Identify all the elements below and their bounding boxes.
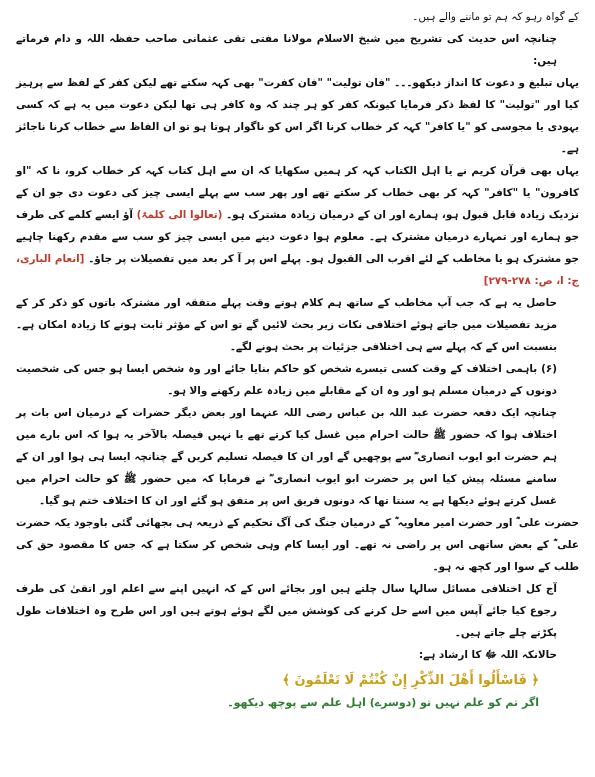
paragraph: (۶) باہمی اختلاف کے وقت کسی تیسرے شخص کو حاکم بنایا جائے اور وہ شخص ایسا ہو جس کی شخصیت دونوں کے درمیان مسلم ہو اور وہ ان کے مقابلے میں زیادہ علم رکھنے والا ہو۔ — [16, 363, 557, 397]
paragraph: حضرت علی ؓ اور حضرت امیر معاویہ ؓ کے درمیان جنگ کی آگ تحکیم کے ذریعہ ہی بجھائی گئی باوجود یکہ حضرت علی ؓ کے بعض ساتھی اس پر راضی نہ تھے۔ اور ایسا کام وہی شخص کر سکتا ہے کہ جس کا مقصود حق کی طلب کے سوا اور کچھ نہ ہو۔ — [16, 517, 579, 573]
quran-reference: (تعالوا الی کلمۃ) — [136, 209, 223, 221]
paragraph: حاصل یہ ہے کہ جب آپ مخاطب کے ساتھ ہم کلام ہوتے وقت پہلے متفقہ اور مشترکہ باتوں کو ذکر کر کے مزید تفصیلات میں جاتے ہوئے اختلافی نکات زیر بحث لائیں گے تو اس کے مؤثر ثابت ہونے کا زیادہ امکان ہے۔ بنسبت اس کے کہ پہلے سے ہی اختلافی جزئیات پر بحث ہونے لگے۔ — [16, 297, 557, 353]
paragraph: چنانچہ اس حدیث کی تشریح میں شیخ الاسلام مولانا مفتی تقی عثمانی صاحب حفظہ اللہ و دام فرماتے ہیں: — [16, 33, 557, 67]
paragraph-text: آؤ ایسے کلمے کی طرف جو ہمارے اور تمہارے درمیان مشترک ہے۔ معلوم ہوا دعوت دینے میں ایسی چیز کو سب سے مقدم رکھنا چاہیے جو مشترک ہو یا مخاطب کے لئے اقرب الی القبول ہو۔ پہلے اس پر آ کر بعد میں تفصیلات پر جاؤ۔ — [16, 209, 579, 265]
paragraph: آج کل اختلافی مسائل سالہا سال چلتے ہیں اور بجائے اس کے کہ انہیں اپنے سے اعلم اور اتقیٰ کی طرف رجوع کیا جائے آپس میں اسے حل کرنے کی کوشش میں لگے ہوئے ہوتے ہیں اور اس طرح وہ اختلافات طول پکڑتے چلے جاتے ہیں۔ — [16, 583, 557, 639]
paragraph-text: یہاں بھی قرآن کریم نے یا اہل الکتاب کہہ کر ہمیں سکھایا کہ ان سے اہل کتاب کہہ کر خطاب کرو، نا کہ "او کافرون" یا "کافر" کہہ کر بھی خطاب کر سکتے تھے اور پھر سب سے پہلے ایسی چیز کی دعوت دی جو ان کے نزدیک زیادہ قابل قبول ہو، ہمارے اور ان کے درمیان زیادہ مشترک ہو۔ — [16, 165, 579, 221]
paragraph: چنانچہ ایک دفعہ حضرت عبد اللہ بن عباس رضی اللہ عنہما اور بعض دیگر حضرات کے درمیان اس بات پر اختلاف ہوا کہ حضور ﷺ حالت احرام میں غسل کیا کرتے تھے یا نہیں فیصلہ بالآخر یہ ہوا کہ اس بارے میں ہم حضرت ابو ایوب انصاری ؓ سے پوچھیں گے اور ان کا فیصلہ تسلیم کریں گے چنانچہ ایسا ہی ہوا اور ان کے سامنے مسئلہ پیش کیا اس پر حضرت ابو ایوب انصاری ؓ نے فرمایا کہ میں حضور ﷺ کو حالت احرام میں غسل کرتے ہوئے دیکھا ہے یہ سنتا تھا کہ دونوں فریق اس پر متفق ہو گئے اور ان کا اختلاف ختم ہو گیا۔ — [16, 407, 557, 507]
paragraph: یہاں تبلیغ و دعوت کا انداز دیکھو۔۔۔ "فان تولیت" "فان کفرت" بھی کہہ سکتے تھے لیکن کفر کے لفظ سے پرہیز کیا اور "تولیت" کا لفظ ذکر فرمایا کیونکہ کفر کو ہر چند کہ وہ کافر ہی تھا لیکن دعوت میں یہ ہے کہ کسی یہودی یا مجوسی کو "یا کافر" کہہ کر خطاب کرنا اگر اس کو ناگوار ہوتا ہو تو ان الفاظ سے خطاب کرنا ناجائز ہے۔ — [16, 77, 579, 155]
quran-verse: ﴿ فَاسْأَلُوا أَهْلَ الذِّكْرِ إِنْ كُنْتُمْ لَا تَعْلَمُونَ ﴾ — [282, 673, 539, 688]
citation: [انعام الباری، ج: ا، ص: ۲۷۸-۲۷۹] — [16, 253, 579, 287]
paragraph — [16, 160, 579, 292]
paragraph: کے گواہ رہو کہ ہم تو ماننے والے ہیں۔ — [412, 11, 579, 23]
verse-translation: اگر تم کو علم نہیں تو (دوسرے) اہل علم سے پوچھ دیکھو۔ — [227, 696, 539, 709]
paragraph: حالانکہ اللہ ﷻ کا ارشاد ہے: — [418, 649, 557, 661]
